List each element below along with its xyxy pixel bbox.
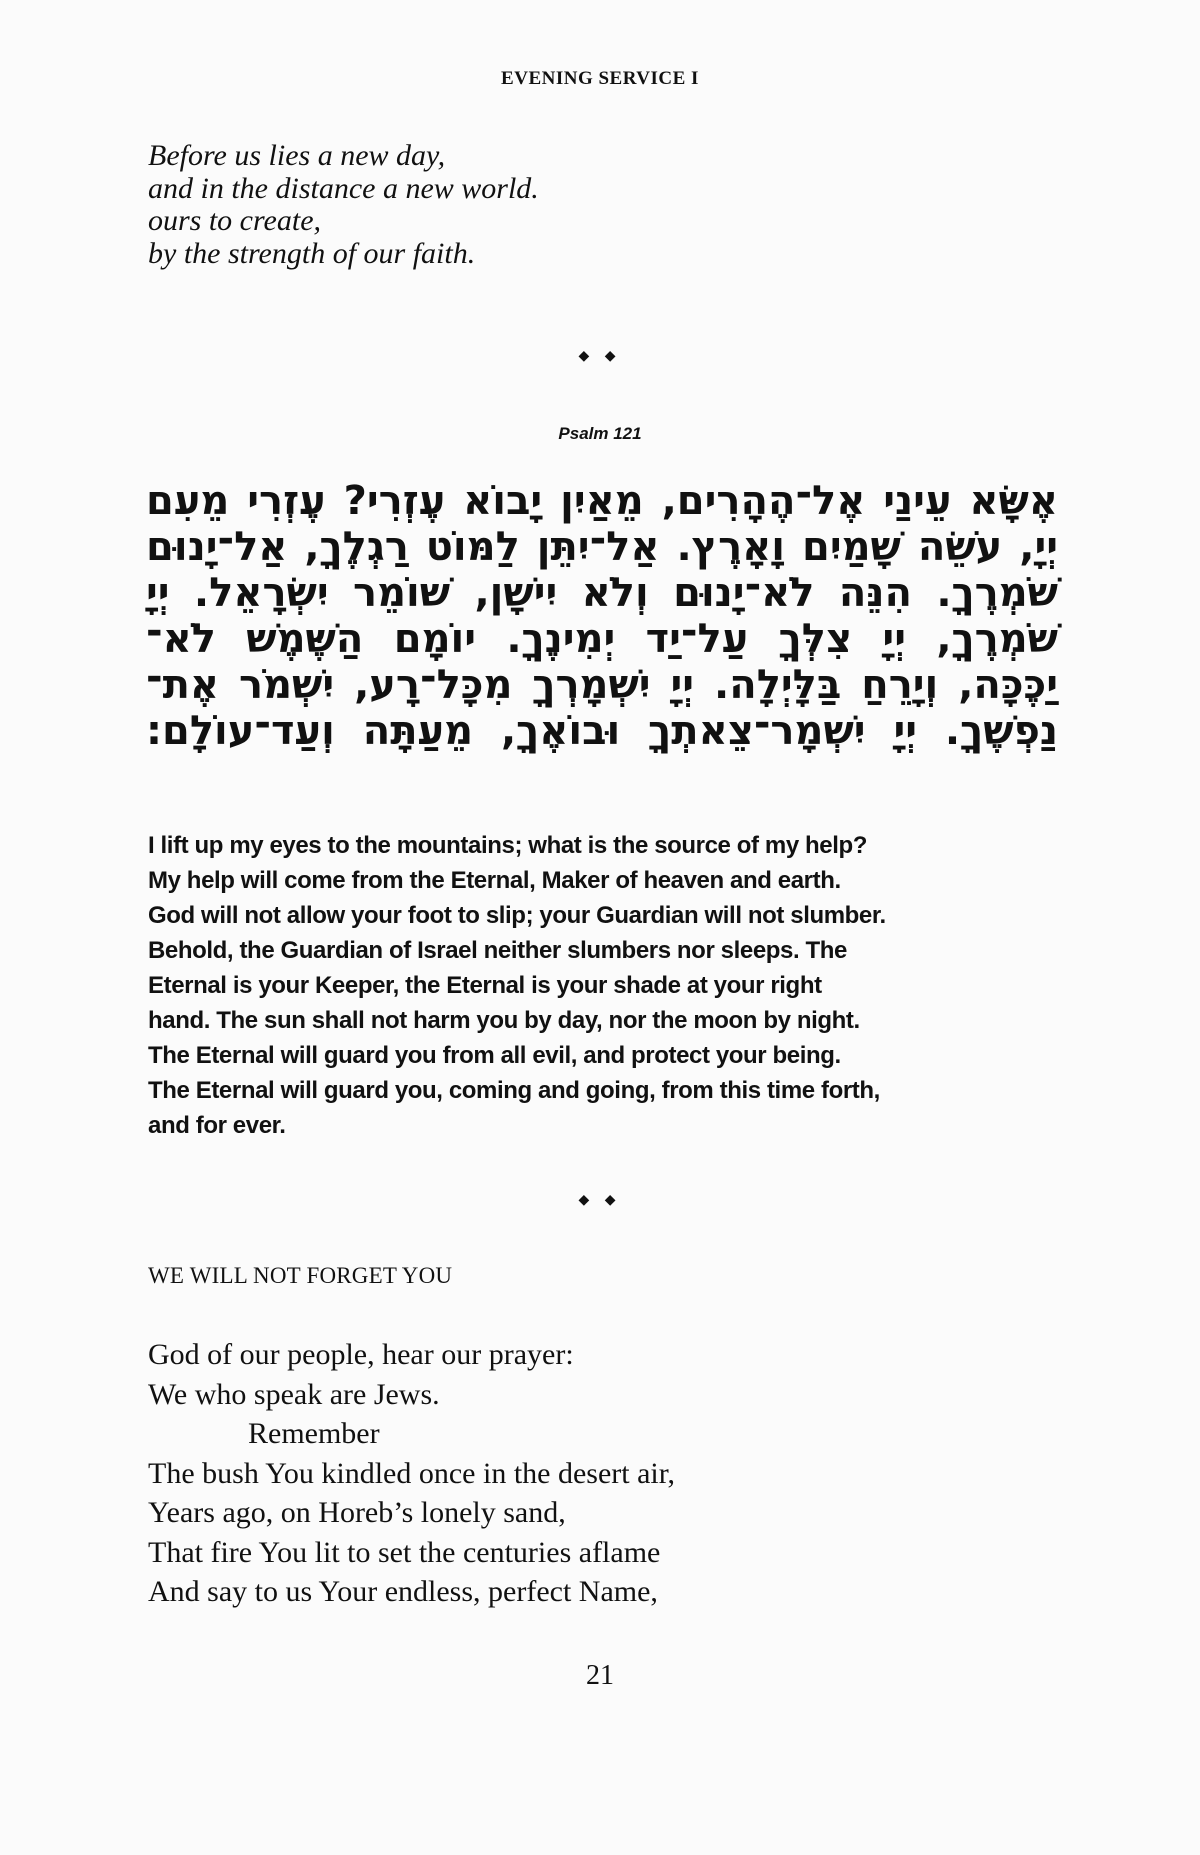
translation-line: Behold, the Guardian of Israel neither slumbers nor sleeps. The [148,937,847,964]
section-separator: ◆ ◆ [578,349,622,364]
poem-text [148,1335,675,1612]
hebrew-line: שֹׁמְרֶךָ, יְיָ צִלְּךָ עַל־יַד יְמִינֶךָ. יוֹמָם הַשֶּׁמֶשׁ לֹא־ [146,616,1058,662]
psalm-title: Psalm 121 [558,424,642,443]
poem-line: The bush You kindled once in the desert air, [148,1456,676,1490]
translation-line: The Eternal will guard you from all evil, and protect your being. [148,1042,841,1069]
translation-line: Eternal is your Keeper, the Eternal is your shade at your right [148,972,822,999]
section-separator: ◆ ◆ [578,1193,622,1208]
intro-line: and in the distance a new world. [148,171,539,205]
translation-line: God will not allow your foot to slip; your Guardian will not slumber. [148,902,886,929]
poem-line: Years ago, on Horeb’s lonely sand, [148,1496,566,1529]
running-header: EVENING SERVICE I [501,68,699,89]
hebrew-line: נַפְשֶׁךָ. יְיָ יִשְׁמָר־צֵאתְךָ וּבוֹאֶךָ, מֵעַתָּה וְעַד־עוֹלָם: [146,708,1058,754]
poem-line: We who speak are Jews. [148,1377,440,1411]
translation-line: The Eternal will guard you, coming and going, from this time forth, [148,1077,880,1104]
poem-line: Remember [248,1417,380,1450]
translation-line: I lift up my eyes to the mountains; what is the source of my help? [148,832,868,859]
section-title: WE WILL NOT FORGET YOU [148,1263,453,1288]
poem-line: God of our people, hear our prayer: [148,1338,574,1371]
translation-line: My help will come from the Eternal, Maker of heaven and earth. [148,867,841,894]
poem-line: That fire You lit to set the centuries aflame [148,1535,661,1569]
psalm-translation [148,828,978,1143]
translation-line: and for ever. [148,1112,286,1139]
intro-verse [148,140,539,270]
page-number: 21 [586,1660,614,1691]
translation-line: hand. The sun shall not harm you by day, nor the moon by night. [148,1007,860,1034]
hebrew-psalm-text [146,478,1058,754]
hebrew-line: יַכֶּכָּה, וְיָרֵחַ בַּלָּיְלָה. יְיָ יִשְׁמָרְךָ מִכָּל־רָע, יִשְׁמֹר אֶת־ [146,662,1058,708]
hebrew-line: אֶשָּׂא עֵינַי אֶל־הֶהָרִים, מֵאַיִן יָבוֹא עֶזְרִי? עֶזְרִי מֵעִם [146,478,1058,524]
poem-line: And say to us Your endless, perfect Name, [148,1575,658,1608]
hebrew-line: יְיָ, עֹשֵׂה שָׁמַיִם וָאָרֶץ. אַל־יִתֵּן לַמּוֹט רַגְלֶךָ, אַל־יָנוּם [146,524,1058,570]
hebrew-line: שֹׁמְרֶךָ. הִנֵּה לֹא־יָנוּם וְלֹא יִישָׁן, שׁוֹמֵר יִשְׂרָאֵל. יְיָ [146,570,1058,616]
intro-line: Before us lies a new day, [148,139,446,172]
intro-line: by the strength of our faith. [148,236,476,270]
intro-line: ours to create, [148,204,322,237]
